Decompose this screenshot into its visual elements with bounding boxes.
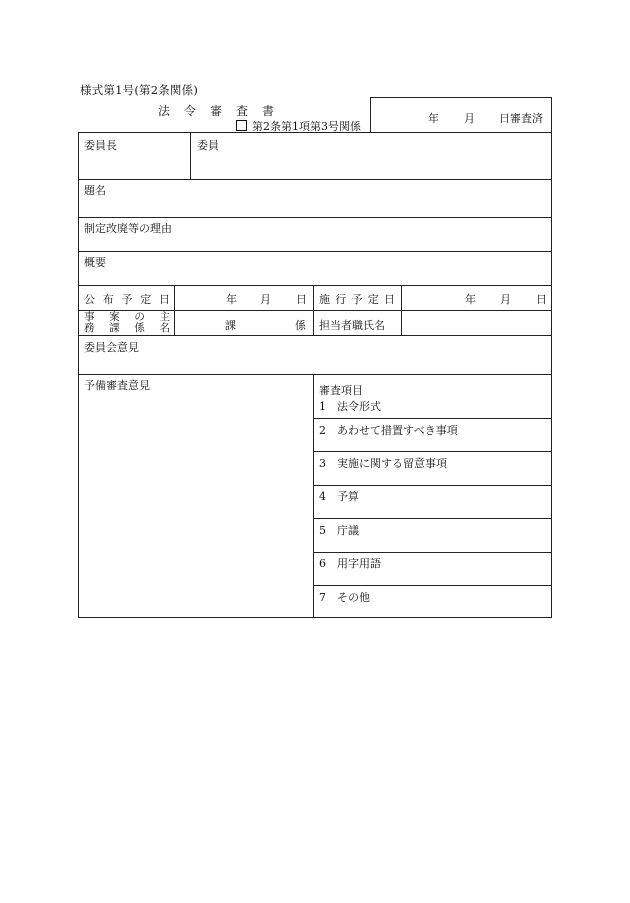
summary-label: 概要 xyxy=(84,256,106,269)
promulgation-label xyxy=(84,291,170,307)
label-char: 布 xyxy=(102,293,114,306)
document-title xyxy=(158,102,288,119)
review-form-table xyxy=(78,132,552,618)
label-char: 名 xyxy=(159,322,170,334)
subject-label: 題名 xyxy=(84,184,106,197)
promulgation-month: 月 xyxy=(260,293,271,306)
chairman-label: 委員長 xyxy=(84,139,117,152)
label-char: 日 xyxy=(384,293,395,306)
label-char: 係 xyxy=(134,322,145,334)
label-char: 主 xyxy=(159,311,170,323)
review-item-divider xyxy=(313,418,551,419)
member-label: 委員 xyxy=(197,139,219,152)
title-char: 査 xyxy=(236,104,249,118)
label-char: 案 xyxy=(109,311,120,323)
title-char: 書 xyxy=(262,104,275,118)
label-char: 施 xyxy=(319,293,330,306)
review-month: 月 xyxy=(464,112,475,125)
form-number: 様式第1号(第2条関係) xyxy=(80,83,199,97)
preliminary-opinion-label: 予備審査意見 xyxy=(84,379,150,392)
row-divider xyxy=(79,251,551,252)
promulgation-year: 年 xyxy=(226,293,237,306)
article-checkbox[interactable] xyxy=(236,120,247,131)
title-char: 審 xyxy=(210,104,223,118)
label-char: 公 xyxy=(84,293,95,306)
label-char: 事 xyxy=(84,311,95,323)
label-char: の xyxy=(134,311,145,323)
dept-section: 課 xyxy=(225,319,236,332)
label-char: 予 xyxy=(121,293,133,306)
enforcement-year: 年 xyxy=(465,293,476,306)
review-item: 5 庁議 xyxy=(319,524,359,537)
label-char: 課 xyxy=(109,322,120,334)
person-label: 担当者職氏名 xyxy=(319,319,385,332)
col-divider xyxy=(174,285,175,335)
review-item-divider xyxy=(313,552,551,553)
reason-label: 制定改廃等の理由 xyxy=(84,222,172,235)
col-divider xyxy=(313,285,314,335)
article-checkbox-label: 第2条第1項第3号関係 xyxy=(252,120,361,133)
enforcement-day: 日 xyxy=(536,293,547,306)
enforcement-label xyxy=(319,291,395,307)
label-char: 務 xyxy=(84,322,95,334)
review-item: 1 法令形式 xyxy=(319,400,381,413)
review-year: 年 xyxy=(428,112,439,125)
label-char: 行 xyxy=(335,293,347,306)
col-divider xyxy=(313,374,314,618)
title-char: 令 xyxy=(184,104,197,118)
review-item: 6 用字用語 xyxy=(319,557,381,570)
review-item: 7 その他 xyxy=(319,591,370,604)
review-item-divider xyxy=(313,518,551,519)
committee-opinion-label: 委員会意見 xyxy=(84,341,139,354)
review-day-label: 日審査済 xyxy=(499,112,543,125)
label-char: 定 xyxy=(140,293,152,306)
label-char: 定 xyxy=(367,293,379,306)
review-item: 3 実施に関する留意事項 xyxy=(319,457,447,470)
label-char: 日 xyxy=(159,293,170,306)
row-divider xyxy=(79,374,551,375)
review-date-box xyxy=(370,97,552,133)
review-item-divider xyxy=(313,585,551,586)
row-divider xyxy=(79,179,551,180)
label-char: 予 xyxy=(351,293,363,306)
col-divider xyxy=(401,285,402,335)
col-divider xyxy=(190,133,191,179)
review-items-title: 審査項目 xyxy=(319,384,363,397)
dept-label-line2 xyxy=(84,322,170,334)
dept-subsection: 係 xyxy=(295,319,306,332)
review-item: 2 あわせて措置すべき事項 xyxy=(319,424,458,437)
promulgation-day: 日 xyxy=(296,293,307,306)
review-item-divider xyxy=(313,485,551,486)
review-item: 4 予算 xyxy=(319,490,359,503)
enforcement-month: 月 xyxy=(500,293,511,306)
title-char: 法 xyxy=(158,104,171,118)
review-item-divider xyxy=(313,451,551,452)
row-divider xyxy=(79,285,551,286)
row-divider xyxy=(79,217,551,218)
row-divider xyxy=(79,335,551,336)
